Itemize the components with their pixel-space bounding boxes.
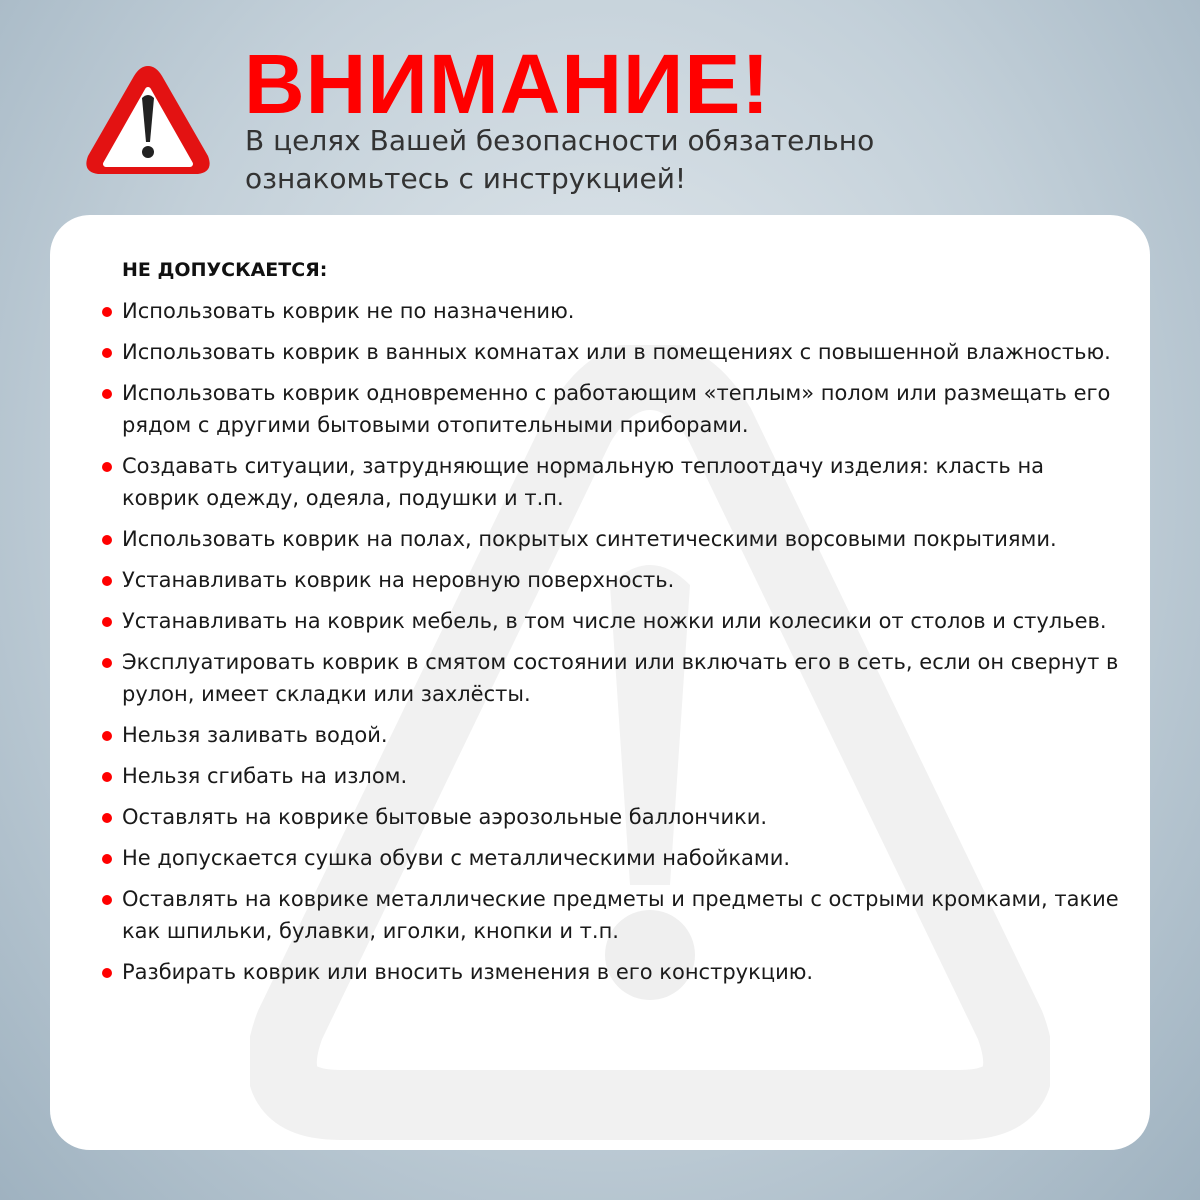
bullet-icon — [102, 576, 112, 586]
list-item-text: Нельзя заливать водой. — [122, 723, 388, 747]
list-item-text: Создавать ситуации, затрудняющие нормальную теплоотдачу изделия: класть на коврик одежду, одеяла, подушки и т.п. — [122, 454, 1045, 510]
list-item — [122, 523, 1122, 555]
list-item — [122, 605, 1122, 637]
list-item — [122, 295, 1122, 327]
bullet-icon — [102, 462, 112, 472]
bullet-icon — [102, 813, 112, 823]
list-item — [122, 760, 1122, 792]
list-item — [122, 956, 1122, 988]
bullet-icon — [102, 968, 112, 978]
bullet-icon — [102, 535, 112, 545]
list-item-text: Использовать коврик в ванных комнатах или в помещениях с повышенной влажностью. — [122, 340, 1111, 364]
list-item — [122, 564, 1122, 596]
bullet-icon — [102, 348, 112, 358]
list-item-text: Использовать коврик не по назначению. — [122, 299, 575, 323]
list-item — [122, 719, 1122, 751]
list-item-text: Эксплуатировать коврик в смятом состоянии или включать его в сеть, если он свернут в рулон, имеет складки или захлёсты. — [122, 650, 1119, 706]
list-item — [122, 842, 1122, 874]
list-item-text: Оставлять на коврике металлические предметы и предметы с острыми кромками, такие как шпильки, булавки, иголки, кнопки и т.п. — [122, 887, 1119, 943]
bullet-icon — [102, 772, 112, 782]
list-item — [122, 801, 1122, 833]
bullet-icon — [102, 731, 112, 741]
list-item-text: Не допускается сушка обуви с металлическими набойками. — [122, 846, 791, 870]
page-title: ВНИМАНИЕ! — [244, 37, 771, 131]
bullet-icon — [102, 389, 112, 399]
bullet-icon — [102, 854, 112, 864]
subtitle — [245, 122, 1145, 198]
list-item-text: Устанавливать коврик на неровную поверхность. — [122, 568, 675, 592]
bullet-icon — [102, 658, 112, 668]
list-item-text: Устанавливать на коврик мебель, в том числе ножки или колесики от столов и стульев. — [122, 609, 1107, 633]
subtitle-line: В целях Вашей безопасности обязательно — [245, 124, 875, 157]
list-item-text: Оставлять на коврике бытовые аэрозольные баллончики. — [122, 805, 768, 829]
list-item-text: Нельзя сгибать на излом. — [122, 764, 408, 788]
warning-triangle-icon — [82, 60, 214, 180]
bullet-icon — [102, 895, 112, 905]
list-item — [122, 450, 1122, 514]
list-item-text: Использовать коврик на полах, покрытых синтетическими ворсовыми покрытиями. — [122, 527, 1057, 551]
list-item — [122, 377, 1122, 441]
instructions-card — [50, 215, 1150, 1150]
list-item — [122, 646, 1122, 710]
list-item-text: Разбирать коврик или вносить изменения в его конструкцию. — [122, 960, 814, 984]
list-item — [122, 883, 1122, 947]
list-item-text: Использовать коврик одновременно с работающим «теплым» полом или размещать его рядом с другими бытовыми отопительными приборами. — [122, 381, 1111, 437]
bullet-icon — [102, 307, 112, 317]
list-heading: НЕ ДОПУСКАЕТСЯ: — [122, 259, 328, 281]
list-item — [122, 336, 1122, 368]
bullet-icon — [102, 617, 112, 627]
prohibitions-list — [50, 255, 1150, 997]
subtitle-line: ознакомьтесь с инструкцией! — [245, 162, 687, 195]
